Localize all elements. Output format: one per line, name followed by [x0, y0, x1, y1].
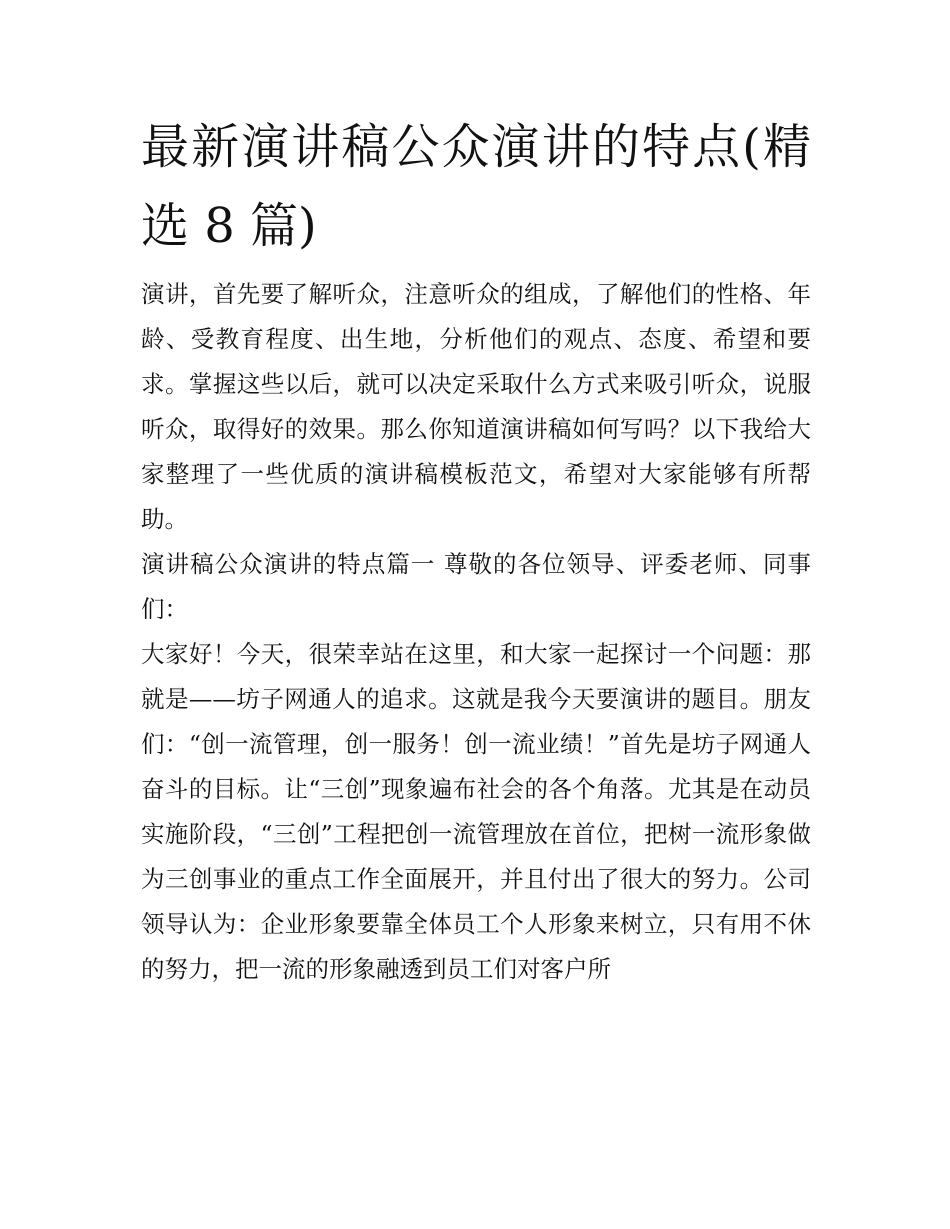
intro-paragraph: 演讲，首先要了解听众，注意听众的组成，了解他们的性格、年龄、受教育程度、出生地，分析他们的观点、态度、希望和要求。掌握这些以后，就可以决定采取什么方式来吸引听众，说服听众，取得好的效果。那么你知道演讲稿如何写吗？以下我给大家整理了一些优质的演讲稿模板范文，希望对大家能够有所帮助。: [141, 280, 811, 533]
speech-body-paragraph: 大家好！今天，很荣幸站在这里，和大家一起探讨一个问题：那就是——坊子网通人的追求。这就是我今天要演讲的题目。朋友们：“创一流管理，创一服务！创一流业绩！”首先是坊子网通人奋斗的目标。让“三创”现象遍布社会的各个角落。尤其是在动员实施阶段，“三创”工程把创一流管理放在首位，把树一流形象做为三创事业的重点工作全面展开，并且付出了很大的努力。公司领导认为：企业形象要靠全体员工个人形象来树立，只有用不休的努力，把一流的形象融透到员工们对客户所: [141, 640, 811, 983]
document-title: 最新演讲稿公众演讲的特点(精选 8 篇): [141, 119, 811, 254]
section-heading-paragraph: 演讲稿公众演讲的特点篇一 尊敬的各位领导、评委老师、同事们：: [141, 550, 811, 623]
document-body: [141, 108, 811, 992]
